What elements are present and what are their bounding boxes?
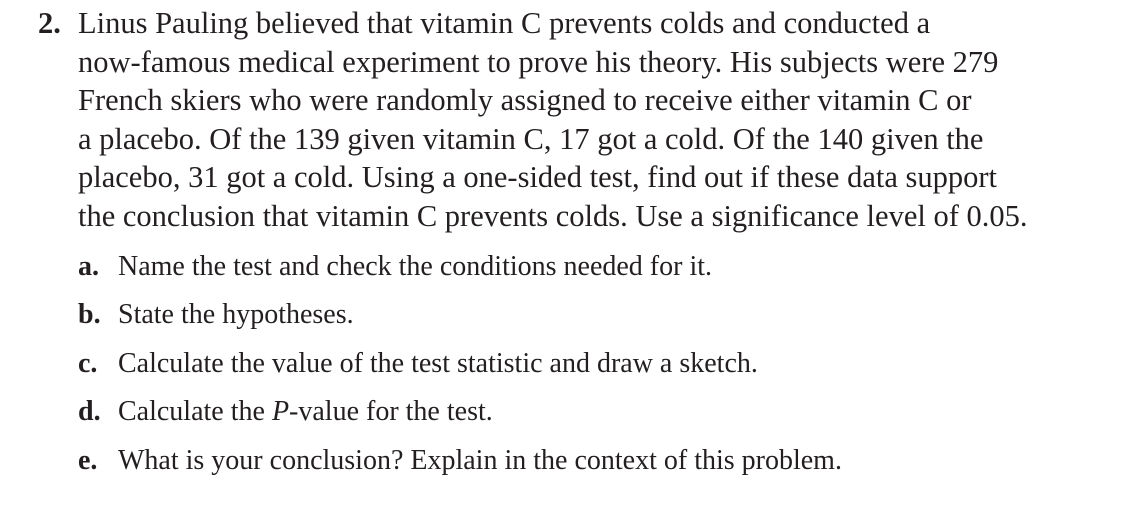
part-text: Calculate the value of the test statistic and draw a sketch.	[118, 347, 758, 379]
problem-stem	[38, 4, 1118, 236]
part-text-italic: P	[271, 396, 290, 428]
part-text: State the hypotheses.	[118, 299, 354, 331]
problem-number: 2.	[38, 6, 61, 40]
part-text-after: -value for the test.	[289, 396, 493, 428]
problem-2	[38, 4, 1118, 485]
part-text-before: Calculate the	[118, 396, 272, 428]
part-c	[78, 340, 1118, 389]
part-label: e.	[78, 444, 98, 476]
part-b	[78, 291, 1118, 340]
stem-line: Linus Pauling believed that vitamin C prevents colds and conducted a	[78, 6, 931, 40]
part-text: What is your conclusion? Explain in the context of this problem.	[118, 444, 842, 476]
part-label: c.	[78, 347, 98, 379]
stem-line: French skiers who were randomly assigned to receive either vitamin C or	[78, 83, 972, 118]
stem-line: now-famous medical experiment to prove his theory. His subjects were 279	[78, 44, 999, 79]
stem-line: a placebo. Of the 139 given vitamin C, 17 got a cold. Of the 140 given the	[78, 121, 984, 156]
part-e	[78, 437, 1118, 486]
part-label: d.	[78, 396, 101, 428]
part-a	[78, 243, 1118, 292]
stem-line: the conclusion that vitamin C prevents colds. Use a significance level of 0.05.	[78, 198, 1028, 233]
part-label: b.	[78, 299, 101, 331]
part-d	[78, 388, 1118, 437]
problem-parts	[38, 243, 1118, 486]
stem-line: placebo, 31 got a cold. Using a one-sided test, find out if these data support	[78, 160, 998, 195]
part-text: Name the test and check the conditions needed for it.	[118, 250, 713, 282]
part-label: a.	[78, 250, 99, 282]
